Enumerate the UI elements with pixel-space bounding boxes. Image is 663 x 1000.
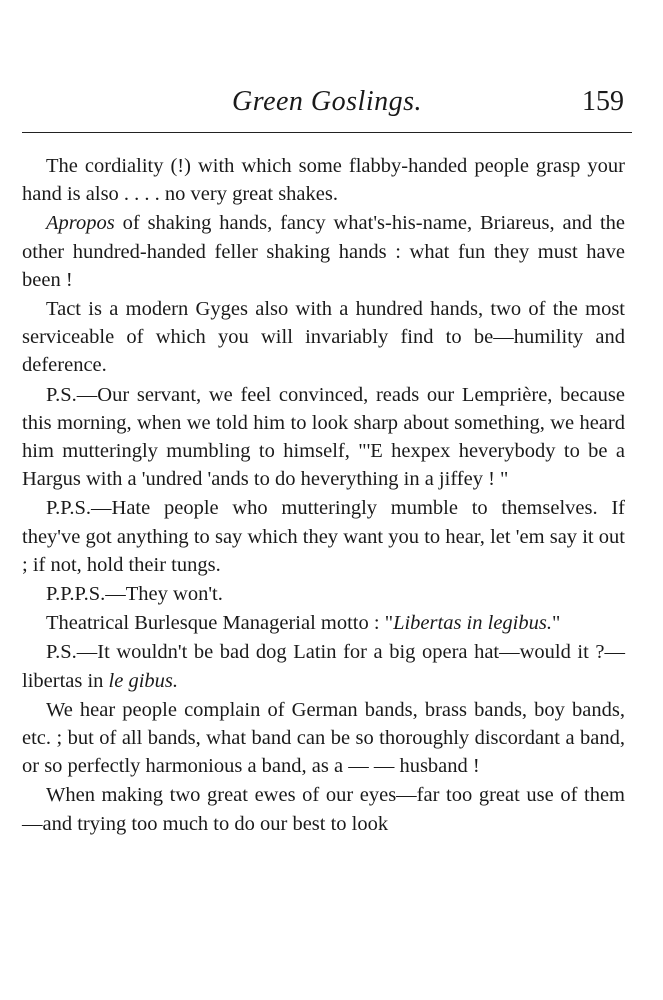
paragraph: When making two great ewes of our eyes—far too great use of them—and trying too much to do our best to look bbox=[22, 784, 625, 835]
paragraph: P.S.—It wouldn't be bad dog Latin for a big opera hat—would it ?—libertas in le gibus. bbox=[22, 641, 625, 692]
header-rule bbox=[22, 132, 632, 133]
paragraph: The cordiality (!) with which some flabby-handed people grasp your hand is also . . . . no very great shakes. bbox=[22, 155, 625, 206]
paragraph: P.P.S.—Hate people who mutteringly mumble to themselves. If they've got anything to say which they want you to hear, let 'em say it out ; if not, hold their tungs. bbox=[22, 497, 625, 576]
running-title: Green Goslings. bbox=[231, 86, 422, 117]
paragraph: Apropos of shaking hands, fancy what's-his-name, Briareus, and the other hundred-handed feller shaking hands : what fun they must have been ! bbox=[22, 212, 625, 291]
paragraph: We hear people complain of German bands, brass bands, boy bands, etc. ; but of all bands, what band can be so thoroughly discordant a band, or so perfectly harmonious a band, as a — — husband ! bbox=[22, 698, 625, 778]
page-body bbox=[22, 152, 625, 839]
paragraph: Theatrical Burlesque Managerial motto : "Libertas in legibus." bbox=[46, 612, 561, 635]
paragraph: Tact is a modern Gyges also with a hundred hands, two of the most serviceable of which you will invariably find to be—humility and deference. bbox=[22, 298, 625, 377]
paragraph: P.P.P.S.—They won't. bbox=[46, 583, 223, 606]
page-number: 159 bbox=[582, 86, 624, 117]
paragraph: P.S.—Our servant, we feel convinced, reads our Lemprière, because this morning, when we told him to look sharp about something, we heard him mutteringly mumbling to himself, "'E hexpex heverybody to be a Hargus with a 'undred 'ands to do heverything in a jiffey ! " bbox=[22, 383, 625, 491]
running-header bbox=[22, 86, 632, 126]
